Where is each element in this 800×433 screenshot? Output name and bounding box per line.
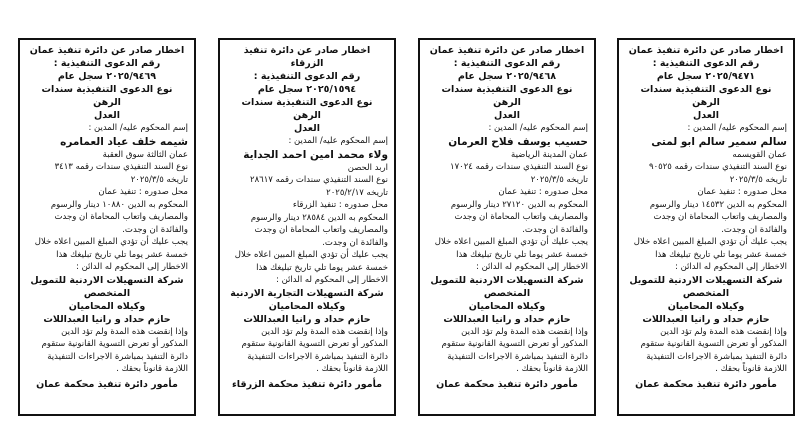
signature: مأمور دائرة تنفيذ محكمة عمان bbox=[635, 378, 777, 390]
body-line: خمسة عشر يوما تلي تاريخ تبليغك هذا bbox=[456, 249, 588, 260]
body-line: خمسة عشر يوما تلي تاريخ تبليغك هذا bbox=[655, 249, 787, 260]
header-line: العدل bbox=[94, 110, 120, 121]
creditor-line: شركة التسهيلات الاردنية للتمويل bbox=[629, 274, 783, 286]
body-line: يجب عليك أن تؤدي المبلغ المبين اعلاه خلال bbox=[34, 237, 188, 247]
body-line: المذكور أو تعرض التسوية القانونية ستقوم bbox=[640, 339, 787, 349]
header-line: رقم الدعوى التنفيذية : bbox=[453, 58, 561, 69]
body-line: المحكوم به الدين ٢٨٥٨٤ دينار والرسوم bbox=[250, 212, 388, 223]
body-line: وإذا إنقضت هذه المدة ولم تؤد الدين bbox=[61, 326, 188, 337]
body-line: والمصاريف واتعاب المحاماة ان وجدت bbox=[254, 225, 388, 235]
header-line: نوع الدعوى التنفيذية سندات الرهن bbox=[241, 97, 373, 121]
body-line: خمسة عشر يوما تلي تاريخ تبليغك هذا bbox=[256, 262, 388, 273]
header-line: رقم الدعوى التنفيذية : bbox=[652, 58, 760, 69]
header-line: نوع الدعوى التنفيذية سندات الرهن bbox=[41, 84, 173, 108]
body-line: تاريخه ٢٠٢٥/٣/٥ bbox=[729, 174, 787, 185]
header-line: نوع الدعوى التنفيذية سندات الرهن bbox=[640, 84, 772, 108]
body-line: المذكور أو تعرض التسوية القانونية ستقوم bbox=[241, 339, 388, 349]
signature: مأمور دائرة تنفيذ محكمة عمان bbox=[436, 378, 578, 390]
body-line: دائرة التنفيذ بمباشرة الاجراءات التنفيذية bbox=[247, 351, 388, 362]
body-line: دائرة التنفيذ بمباشرة الاجراءات التنفيذية bbox=[47, 351, 188, 362]
debtor-name: حسيب يوسف فلاح العرمان bbox=[448, 135, 588, 148]
header-line: ٢٠٢٥/١٥٩٤ سجل عام bbox=[257, 84, 357, 95]
notice-column bbox=[418, 38, 596, 416]
body-line: المذكور أو تعرض التسوية القانونية ستقوم bbox=[41, 339, 188, 349]
body-line: اللازمة قانوناً بحقك . bbox=[116, 364, 188, 374]
body-line: اربد الحصن bbox=[347, 162, 388, 173]
body-line: والفائدة ان وجدت. bbox=[322, 237, 388, 248]
body-line: والفائدة ان وجدت. bbox=[721, 224, 787, 235]
creditor-line: حازم حداد و رانيا العبداللات bbox=[642, 313, 770, 325]
body-line: والفائدة ان وجدت. bbox=[522, 224, 588, 235]
body-line: خمسة عشر يوما تلي تاريخ تبليغك هذا bbox=[56, 249, 188, 260]
notice-column bbox=[617, 38, 795, 416]
creditor-line: وكيلاه المحاميان bbox=[68, 300, 146, 312]
body-line: وإذا إنقضت هذه المدة ولم تؤد الدين bbox=[660, 326, 787, 337]
creditor-line: المتخصص bbox=[682, 287, 730, 299]
debtor-name: شيمه خلف عياد العمامره bbox=[60, 135, 188, 148]
creditor-line: المتخصص bbox=[83, 287, 131, 299]
creditor-line: حازم حداد و رانيا العبداللات bbox=[443, 313, 571, 325]
body-line: وإذا إنقضت هذه المدة ولم تؤد الدين bbox=[261, 326, 388, 337]
creditor-line: وكيلاه المحاميان bbox=[468, 300, 546, 312]
body-line: اللازمة قانوناً بحقك . bbox=[715, 364, 787, 374]
notice-column bbox=[18, 38, 196, 416]
body-line: عمان الثالثة سوق العقبة bbox=[102, 149, 188, 160]
body-line: دائرة التنفيذ بمباشرة الاجراءات التنفيذية bbox=[646, 351, 787, 362]
body-line: يجب عليك أن تؤدي المبلغ المبين اعلاه خلال bbox=[633, 237, 787, 247]
body-line: تاريخه ٢٠٢٥/٣/٥ bbox=[530, 174, 588, 185]
creditor-line: وكيلاه المحاميان bbox=[268, 300, 346, 312]
body-line: دائرة التنفيذ بمباشرة الاجراءات التنفيذية bbox=[447, 351, 588, 362]
header-line: رقم الدعوى التنفيذية : bbox=[253, 71, 361, 82]
debtor-label: إسم المحكوم عليه/ المدين : bbox=[288, 136, 388, 146]
body-line: نوع السند التنفيذي سندات رقمه ١٧٠٢٤ bbox=[450, 162, 588, 172]
debtor-name: ولاء محمد امين احمد الجداية bbox=[243, 148, 388, 161]
header-line: ٢٠٢٥/٩٤٦٨ سجل عام bbox=[457, 71, 557, 82]
body-line: تاريخه ٢٠٢٥/٢/١٧ bbox=[326, 187, 388, 198]
body-line: وإذا إنقضت هذه المدة ولم تؤد الدين bbox=[461, 326, 588, 337]
body-line: الاخطار إلى المحكوم له الدائن : bbox=[476, 262, 588, 272]
body-line: المحكوم به الدين ٢٧١٢٠ دينار والرسوم bbox=[450, 199, 588, 210]
creditor-line: حازم حداد و رانيا العبداللات bbox=[243, 313, 371, 325]
body-line: المحكوم به الدين ١٠٨٨٠ دينار والرسوم bbox=[50, 199, 188, 210]
body-line: يجب عليك أن تؤدي المبلغ المبين اعلاه خلال bbox=[434, 237, 588, 247]
creditor-line: شركة التسهيلات التجارية الاردنية bbox=[230, 287, 384, 299]
debtor-label: إسم المحكوم عليه/ المدين : bbox=[488, 123, 588, 133]
body-line: الاخطار إلى المحكوم له الدائن : bbox=[276, 275, 388, 285]
body-line: الاخطار إلى المحكوم له الدائن : bbox=[675, 262, 787, 272]
creditor-line: المتخصص bbox=[483, 287, 531, 299]
body-line: عمان القويسمه bbox=[732, 149, 787, 160]
body-line: المذكور أو تعرض التسوية القانونية ستقوم bbox=[441, 339, 588, 349]
body-line: نوع السند التنفيذي سندات رقمه ٩٠٥٢٥ bbox=[649, 162, 787, 172]
header-line: اخطار صادر عن دائرة تنفيذ الزرقاء bbox=[243, 45, 371, 69]
creditor-line: شركة التسهيلات الاردنية للتمويل bbox=[30, 274, 184, 286]
header-line: العدل bbox=[294, 123, 320, 134]
creditor-line: شركة التسهيلات الاردنية للتمويل bbox=[430, 274, 584, 286]
body-line: محل صدوره : تنفيذ الزرقاء bbox=[292, 200, 388, 210]
header-line: رقم الدعوى التنفيذية : bbox=[53, 58, 161, 69]
body-line: والمصاريف واتعاب المحاماة ان وجدت bbox=[454, 212, 588, 222]
signature: مأمور دائرة تنفيذ محكمة عمان bbox=[36, 378, 178, 390]
header-line: اخطار صادر عن دائرة تنفيذ عمان bbox=[628, 45, 784, 56]
body-line: عمان المدينة الرياضية bbox=[511, 149, 588, 160]
body-line: الاخطار إلى المحكوم له الدائن : bbox=[76, 262, 188, 272]
debtor-label: إسم المحكوم عليه/ المدين : bbox=[687, 123, 787, 133]
body-line: المحكوم به الدين ١٤٥٣٢ دينار والرسوم bbox=[649, 199, 787, 210]
body-line: اللازمة قانوناً بحقك . bbox=[516, 364, 588, 374]
body-line: تاريخه ٢٠٢٥/٣/٥ bbox=[130, 174, 188, 185]
body-line: والفائدة ان وجدت. bbox=[122, 224, 188, 235]
notice-column bbox=[218, 38, 396, 416]
debtor-name: سالم سمير سالم ابو لمتى bbox=[651, 135, 787, 148]
body-line: محل صدوره : تنفيذ عمان bbox=[98, 187, 188, 197]
creditor-line: وكيلاه المحاميان bbox=[667, 300, 745, 312]
body-line: يجب عليك أن تؤدي المبلغ المبين اعلاه خلال bbox=[234, 250, 388, 260]
header-line: ٢٠٢٥/٩٤٦٩ سجل عام bbox=[57, 71, 157, 82]
header-line: نوع الدعوى التنفيذية سندات الرهن bbox=[441, 84, 573, 108]
header-line: العدل bbox=[494, 110, 520, 121]
body-line: والمصاريف واتعاب المحاماة ان وجدت bbox=[54, 212, 188, 222]
body-line: محل صدوره : تنفيذ عمان bbox=[498, 187, 588, 197]
body-line: نوع السند التنفيذي سندات رقمه ٢٨٦١٧ bbox=[250, 175, 388, 185]
debtor-label: إسم المحكوم عليه/ المدين : bbox=[88, 123, 188, 133]
signature: مأمور دائرة تنفيذ محكمة الزرقاء bbox=[231, 378, 383, 390]
creditor-line: حازم حداد و رانيا العبداللات bbox=[43, 313, 171, 325]
body-line: اللازمة قانوناً بحقك . bbox=[316, 364, 388, 374]
header-line: ٢٠٢٥/٩٤٧١ سجل عام bbox=[656, 71, 756, 82]
body-line: محل صدوره : تنفيذ عمان bbox=[697, 187, 787, 197]
body-line: نوع السند التنفيذي سندات رقمه ٣٤١٣ bbox=[54, 162, 188, 172]
header-line: اخطار صادر عن دائرة تنفيذ عمان bbox=[429, 45, 585, 56]
header-line: اخطار صادر عن دائرة تنفيذ عمان bbox=[29, 45, 185, 56]
body-line: والمصاريف واتعاب المحاماة ان وجدت bbox=[653, 212, 787, 222]
header-line: العدل bbox=[693, 110, 719, 121]
